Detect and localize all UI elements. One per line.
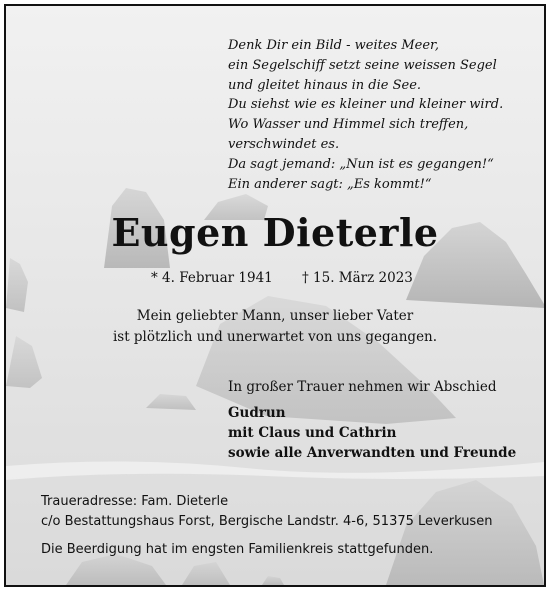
funeral-note: Die Beerdigung hat im engsten Familienkreis stattgefunden. <box>41 542 434 557</box>
poem-line: Da sagt jemand: „Nun ist es gegangen!“ <box>228 156 494 172</box>
obituary-card <box>4 4 546 587</box>
farewell-message <box>6 306 544 348</box>
poem-line: Denk Dir ein Bild - weites Meer, <box>228 38 439 53</box>
family-line: sowie alle Anverwandten und Freunde <box>228 445 517 461</box>
condolence-address <box>41 492 492 532</box>
mourning-line: In großer Trauer nehmen wir Abschied <box>228 379 497 395</box>
message-line: ist plötzlich und unerwartet von uns gegangen. <box>112 329 438 345</box>
poem-line: Du siehst wie es kleiner und kleiner wird. <box>228 97 504 113</box>
address-line: c/o Bestattungshaus Forst, Bergische Landstr. 4-6, 51375 Leverkusen <box>41 514 493 529</box>
poem-line: Ein anderer sagt: „Es kommt!“ <box>228 176 432 192</box>
poem-line: und gleitet hinaus in die See. <box>228 77 422 93</box>
poem-line: Wo Wasser und Himmel sich treffen, <box>228 117 469 133</box>
family-signatures <box>228 403 516 463</box>
content <box>6 6 544 585</box>
poem-line: ein Segelschiff setzt seine weissen Segel <box>228 57 497 73</box>
message-line: Mein geliebter Mann, unser lieber Vater <box>136 308 414 324</box>
birth-date: * 4. Februar 1941 <box>151 270 273 286</box>
deceased-name: Eugen Dieterle <box>111 210 439 255</box>
family-line: mit Claus und Cathrin <box>228 425 397 441</box>
address-line: Traueradresse: Fam. Dieterle <box>41 494 229 509</box>
poem <box>228 36 503 194</box>
family-line: Gudrun <box>228 405 286 421</box>
death-date: † 15. März 2023 <box>302 270 413 286</box>
poem-line: verschwindet es. <box>228 136 340 152</box>
